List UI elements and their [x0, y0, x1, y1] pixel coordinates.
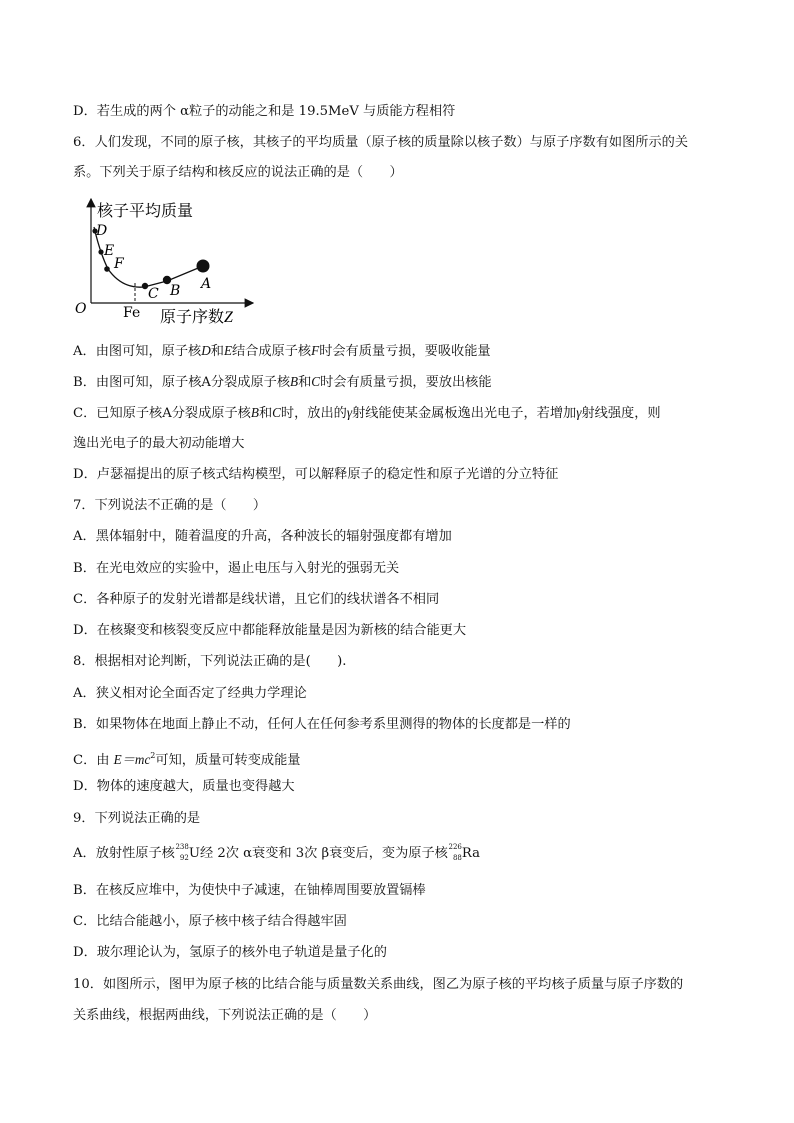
- option-8b: B．如果物体在地面上静止不动，任何人在任何参考系里测得的物体的长度都是一样的: [73, 717, 571, 732]
- option-7d: D．在核聚变和核裂变反应中都能释放能量是因为新核的结合能更大: [73, 623, 467, 638]
- label-d: D: [96, 223, 108, 239]
- question-6-stem-cont: 系。下列关于原子结构和核反应的说法正确的是（ ）: [73, 165, 403, 180]
- uranium-nuclide: 238 92: [175, 843, 189, 862]
- option-6b: B．由图可知，原子核A分裂成原子核B和C时会有质量亏损，要放出核能: [73, 374, 492, 390]
- fe-label: Fe: [123, 305, 141, 321]
- option-7a: A．黑体辐射中，随着温度的升高，各种波长的辐射强度都有增加: [73, 529, 452, 544]
- option-9c: C．比结合能越小，原子核中核子结合得越牢固: [73, 914, 347, 929]
- y-axis-label: 核子平均质量: [97, 201, 194, 220]
- question-8-stem: 8．根据相对论判断，下列说法正确的是( ).: [73, 654, 347, 669]
- option-6c-cont: 逸出光电子的最大初动能增大: [73, 436, 245, 451]
- x-axis-label: 原子序数Z: [160, 307, 233, 326]
- mass-number-figure: [70, 195, 260, 330]
- question-6-stem: 6．人们发现，不同的原子核，其核子的平均质量（原子核的质量除以核子数）与原子序数有如图所示的关: [73, 135, 689, 150]
- option-6a: A．由图可知，原子核D和E结合成原子核F时会有质量亏损，要吸收能量: [73, 343, 491, 359]
- option-7b: B．在光电效应的实验中，遏止电压与入射光的强弱无关: [73, 561, 400, 576]
- option-9a: A．放射性原子核 238 92 U经 2次 α衰变和 3次 β衰变后，变为原子核 226 88 Ra: [73, 843, 480, 862]
- point-e: [98, 249, 103, 254]
- question-9-stem: 9．下列说法正确的是: [73, 811, 201, 826]
- option-6c: C．已知原子核A分裂成原子核B和C时，放出的γ射线能使某金属板逸出光电子，若增加γ射线强度，则: [73, 405, 661, 421]
- option-6d: D．卢瑟福提出的原子核式结构模型，可以解释原子的稳定性和原子光谱的分立特征: [73, 467, 559, 482]
- option-7c: C．各种原子的发射光谱都是线状谱，且它们的线状谱各不相同: [73, 592, 440, 607]
- label-e: E: [104, 243, 115, 259]
- option-9b: B．在核反应堆中，为使快中子减速，在铀棒周围要放置镉棒: [73, 883, 426, 898]
- origin-label: O: [75, 301, 87, 317]
- question-10-stem: 10．如图所示，图甲为原子核的比结合能与质量数关系曲线，图乙为原子核的平均核子质量与原子序数的: [73, 977, 684, 992]
- label-b: B: [170, 283, 181, 299]
- option-8c: C．由 $E=mc^2$可知，质量可转变成能量: [73, 751, 301, 768]
- question-7-stem: 7．下列说法不正确的是（ ）: [73, 498, 267, 513]
- question-10-stem-cont: 关系曲线，根据两曲线，下列说法正确的是（ ）: [73, 1008, 377, 1023]
- radium-nuclide: 226 88: [448, 843, 462, 862]
- option-8a: A．狭义相对论全面否定了经典力学理论: [73, 686, 307, 701]
- option-6d-prev: D．若生成的两个 α粒子的动能之和是 19.5MeV 与质能方程相符: [73, 104, 456, 119]
- point-f: [104, 266, 110, 272]
- label-c: C: [148, 286, 159, 302]
- label-f: F: [114, 256, 124, 272]
- point-a: [197, 260, 210, 273]
- label-a: A: [201, 276, 212, 292]
- option-8d: D．物体的速度越大，质量也变得越大: [73, 779, 295, 794]
- option-9d: D．玻尔理论认为，氢原子的核外电子轨道是量子化的: [73, 945, 387, 960]
